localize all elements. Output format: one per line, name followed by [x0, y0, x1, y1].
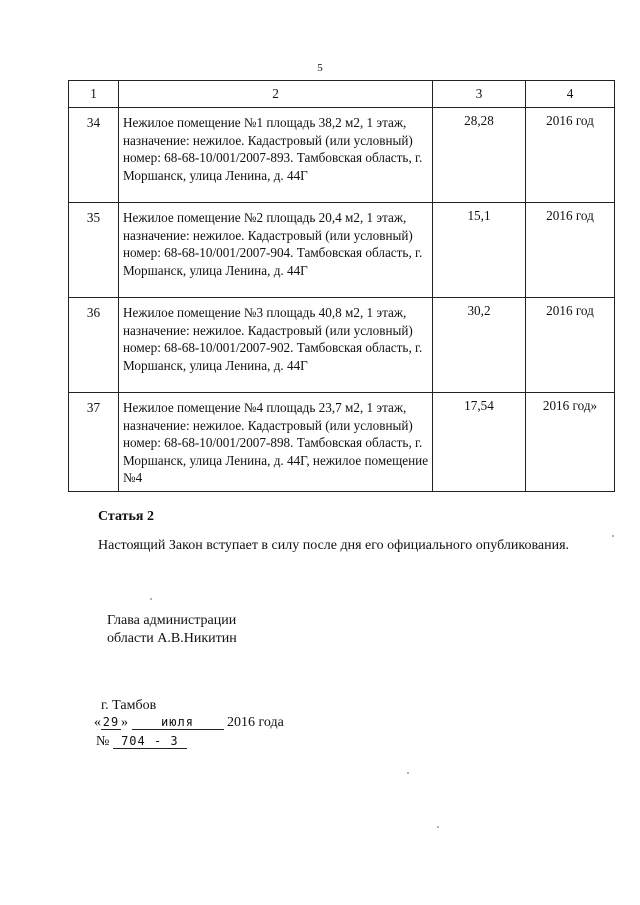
- scan-speck: [407, 772, 409, 774]
- header-cell: 2: [119, 81, 433, 108]
- property-year: 2016 год»: [526, 393, 615, 492]
- row-number: 37: [69, 393, 119, 492]
- property-description: Нежилое помещение №3 площадь 40,8 м2, 1 этаж, назначение: нежилое. Кадастровый (или условный) номер: 68-68-10/001/2007-902. Тамбовская область, г. Моршанск, улица Ленина, д. 44Г: [119, 298, 433, 393]
- table-row: [69, 203, 615, 298]
- date-year: 2016 года: [227, 715, 284, 730]
- property-description: Нежилое помещение №4 площадь 23,7 м2, 1 этаж, назначение: нежилое. Кадастровый (или условный) номер: 68-68-10/001/2007-898. Тамбовская область, г. Моршанск, улица Ленина, д. 44Г, нежилое помещение №4: [119, 393, 433, 492]
- row-number: 35: [69, 203, 119, 298]
- scan-speck: [437, 826, 439, 828]
- property-description: Нежилое помещение №1 площадь 38,2 м2, 1 этаж, назначение: нежилое. Кадастровый (или условный) номер: 68-68-10/001/2007-893. Тамбовская область, г. Моршанск, улица Ленина, д. 44Г: [119, 108, 433, 203]
- property-year: 2016 год: [526, 108, 615, 203]
- registration-label: №: [96, 734, 110, 749]
- registration-value: 704 - 3: [113, 734, 187, 749]
- property-year: 2016 год: [526, 298, 615, 393]
- scan-speck: [150, 598, 152, 600]
- article-title: Статья 2: [98, 509, 154, 524]
- scan-speck: [612, 535, 614, 537]
- property-value: 17,54: [433, 393, 526, 492]
- signature-block: [107, 612, 237, 648]
- date-month: июля: [132, 715, 224, 730]
- date-close-quote: »: [121, 715, 128, 730]
- table-row: [69, 108, 615, 203]
- property-description: Нежилое помещение №2 площадь 20,4 м2, 1 этаж, назначение: нежилое. Кадастровый (или условный) номер: 68-68-10/001/2007-904. Тамбовская область, г. Моршанск, улица Ленина, д. 44Г: [119, 203, 433, 298]
- property-year: 2016 год: [526, 203, 615, 298]
- property-table: [68, 80, 615, 492]
- table-row: [69, 298, 615, 393]
- date-open-quote: «: [94, 715, 101, 730]
- row-number: 36: [69, 298, 119, 393]
- registration-number: [96, 734, 187, 750]
- signatory-position: Глава администрации: [107, 613, 237, 628]
- property-value: 15,1: [433, 203, 526, 298]
- signatory-name: области А.В.Никитин: [107, 631, 237, 646]
- article-text: Настоящий Закон вступает в силу после дня его официального опубликования.: [98, 538, 570, 553]
- table-row: [69, 393, 615, 492]
- page-number: 5: [317, 62, 323, 74]
- header-cell: 1: [69, 81, 119, 108]
- header-cell: 3: [433, 81, 526, 108]
- signing-date: [94, 715, 284, 731]
- date-day: 29: [102, 715, 120, 729]
- header-cell: 4: [526, 81, 615, 108]
- property-value: 30,2: [433, 298, 526, 393]
- place-of-signing: г. Тамбов: [101, 698, 157, 713]
- property-value: 28,28: [433, 108, 526, 203]
- row-number: 34: [69, 108, 119, 203]
- table-header-row: [69, 81, 615, 108]
